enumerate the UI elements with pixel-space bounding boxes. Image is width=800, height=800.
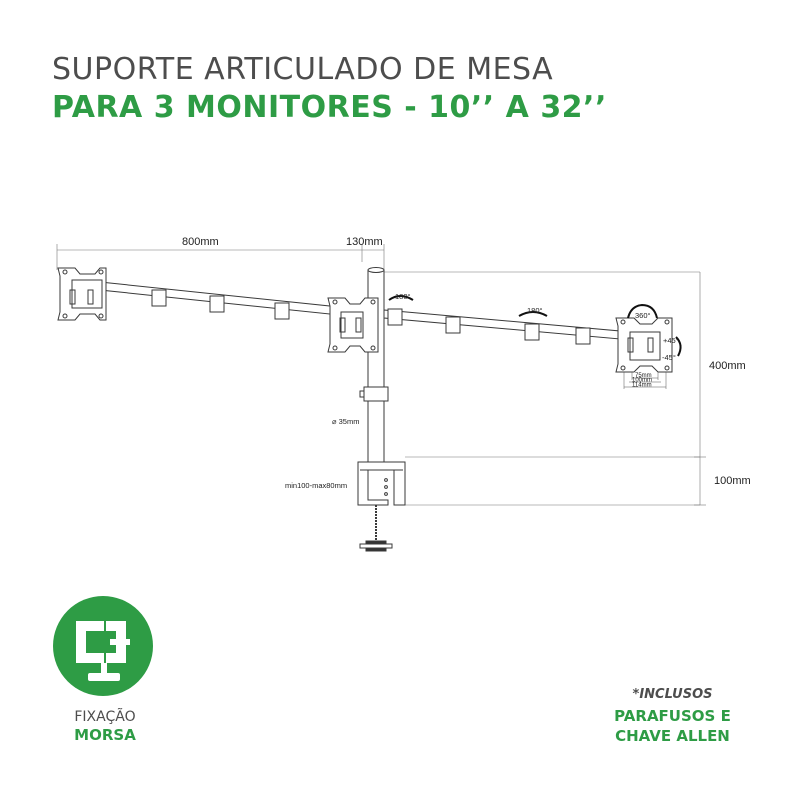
- center-vesa-plate: [328, 298, 378, 352]
- right-arm: [384, 309, 620, 344]
- label-swivel-left: 180°: [395, 292, 411, 301]
- included-line-2: CHAVE ALLEN: [615, 727, 730, 745]
- fixation-type: MORSA: [74, 726, 136, 744]
- included-items: [595, 706, 750, 746]
- title-line-1: SUPORTE ARTICULADO DE MESA: [52, 52, 554, 87]
- left-vesa-plate: [58, 268, 106, 320]
- pole: [360, 268, 388, 463]
- label-vesa-75: 75mm: [635, 373, 652, 379]
- dim-pole-diameter: ⌀ 35mm: [332, 417, 360, 426]
- fixation-label: FIXAÇÃO: [74, 709, 136, 725]
- included-line-1: PARAFUSOS E: [614, 707, 731, 725]
- dim-clamp-range: min100-max80mm: [285, 481, 348, 490]
- dim-height: 400mm: [709, 360, 746, 372]
- label-rotate: 360°: [635, 311, 651, 320]
- label-tilt-up: +45°: [663, 336, 679, 345]
- dim-arm-length: 800mm: [182, 236, 219, 248]
- label-swivel-right: 180°: [527, 306, 543, 315]
- label-vesa-100: 100mm: [632, 377, 653, 384]
- desk-clamp-icon: [52, 595, 154, 697]
- right-vesa-plate: [616, 318, 672, 372]
- title-line-2: PARA 3 MONITORES - 10’’ A 32’’: [52, 90, 607, 125]
- desk-clamp: [358, 462, 405, 551]
- included-note: *INCLUSOS: [632, 687, 713, 702]
- label-tilt-down: -45°: [662, 353, 676, 362]
- label-vesa-114: 114mm: [632, 382, 652, 389]
- dim-clamp-height: 100mm: [714, 475, 751, 487]
- dim-pole-offset: 130mm: [346, 236, 383, 248]
- left-arm: [100, 282, 368, 319]
